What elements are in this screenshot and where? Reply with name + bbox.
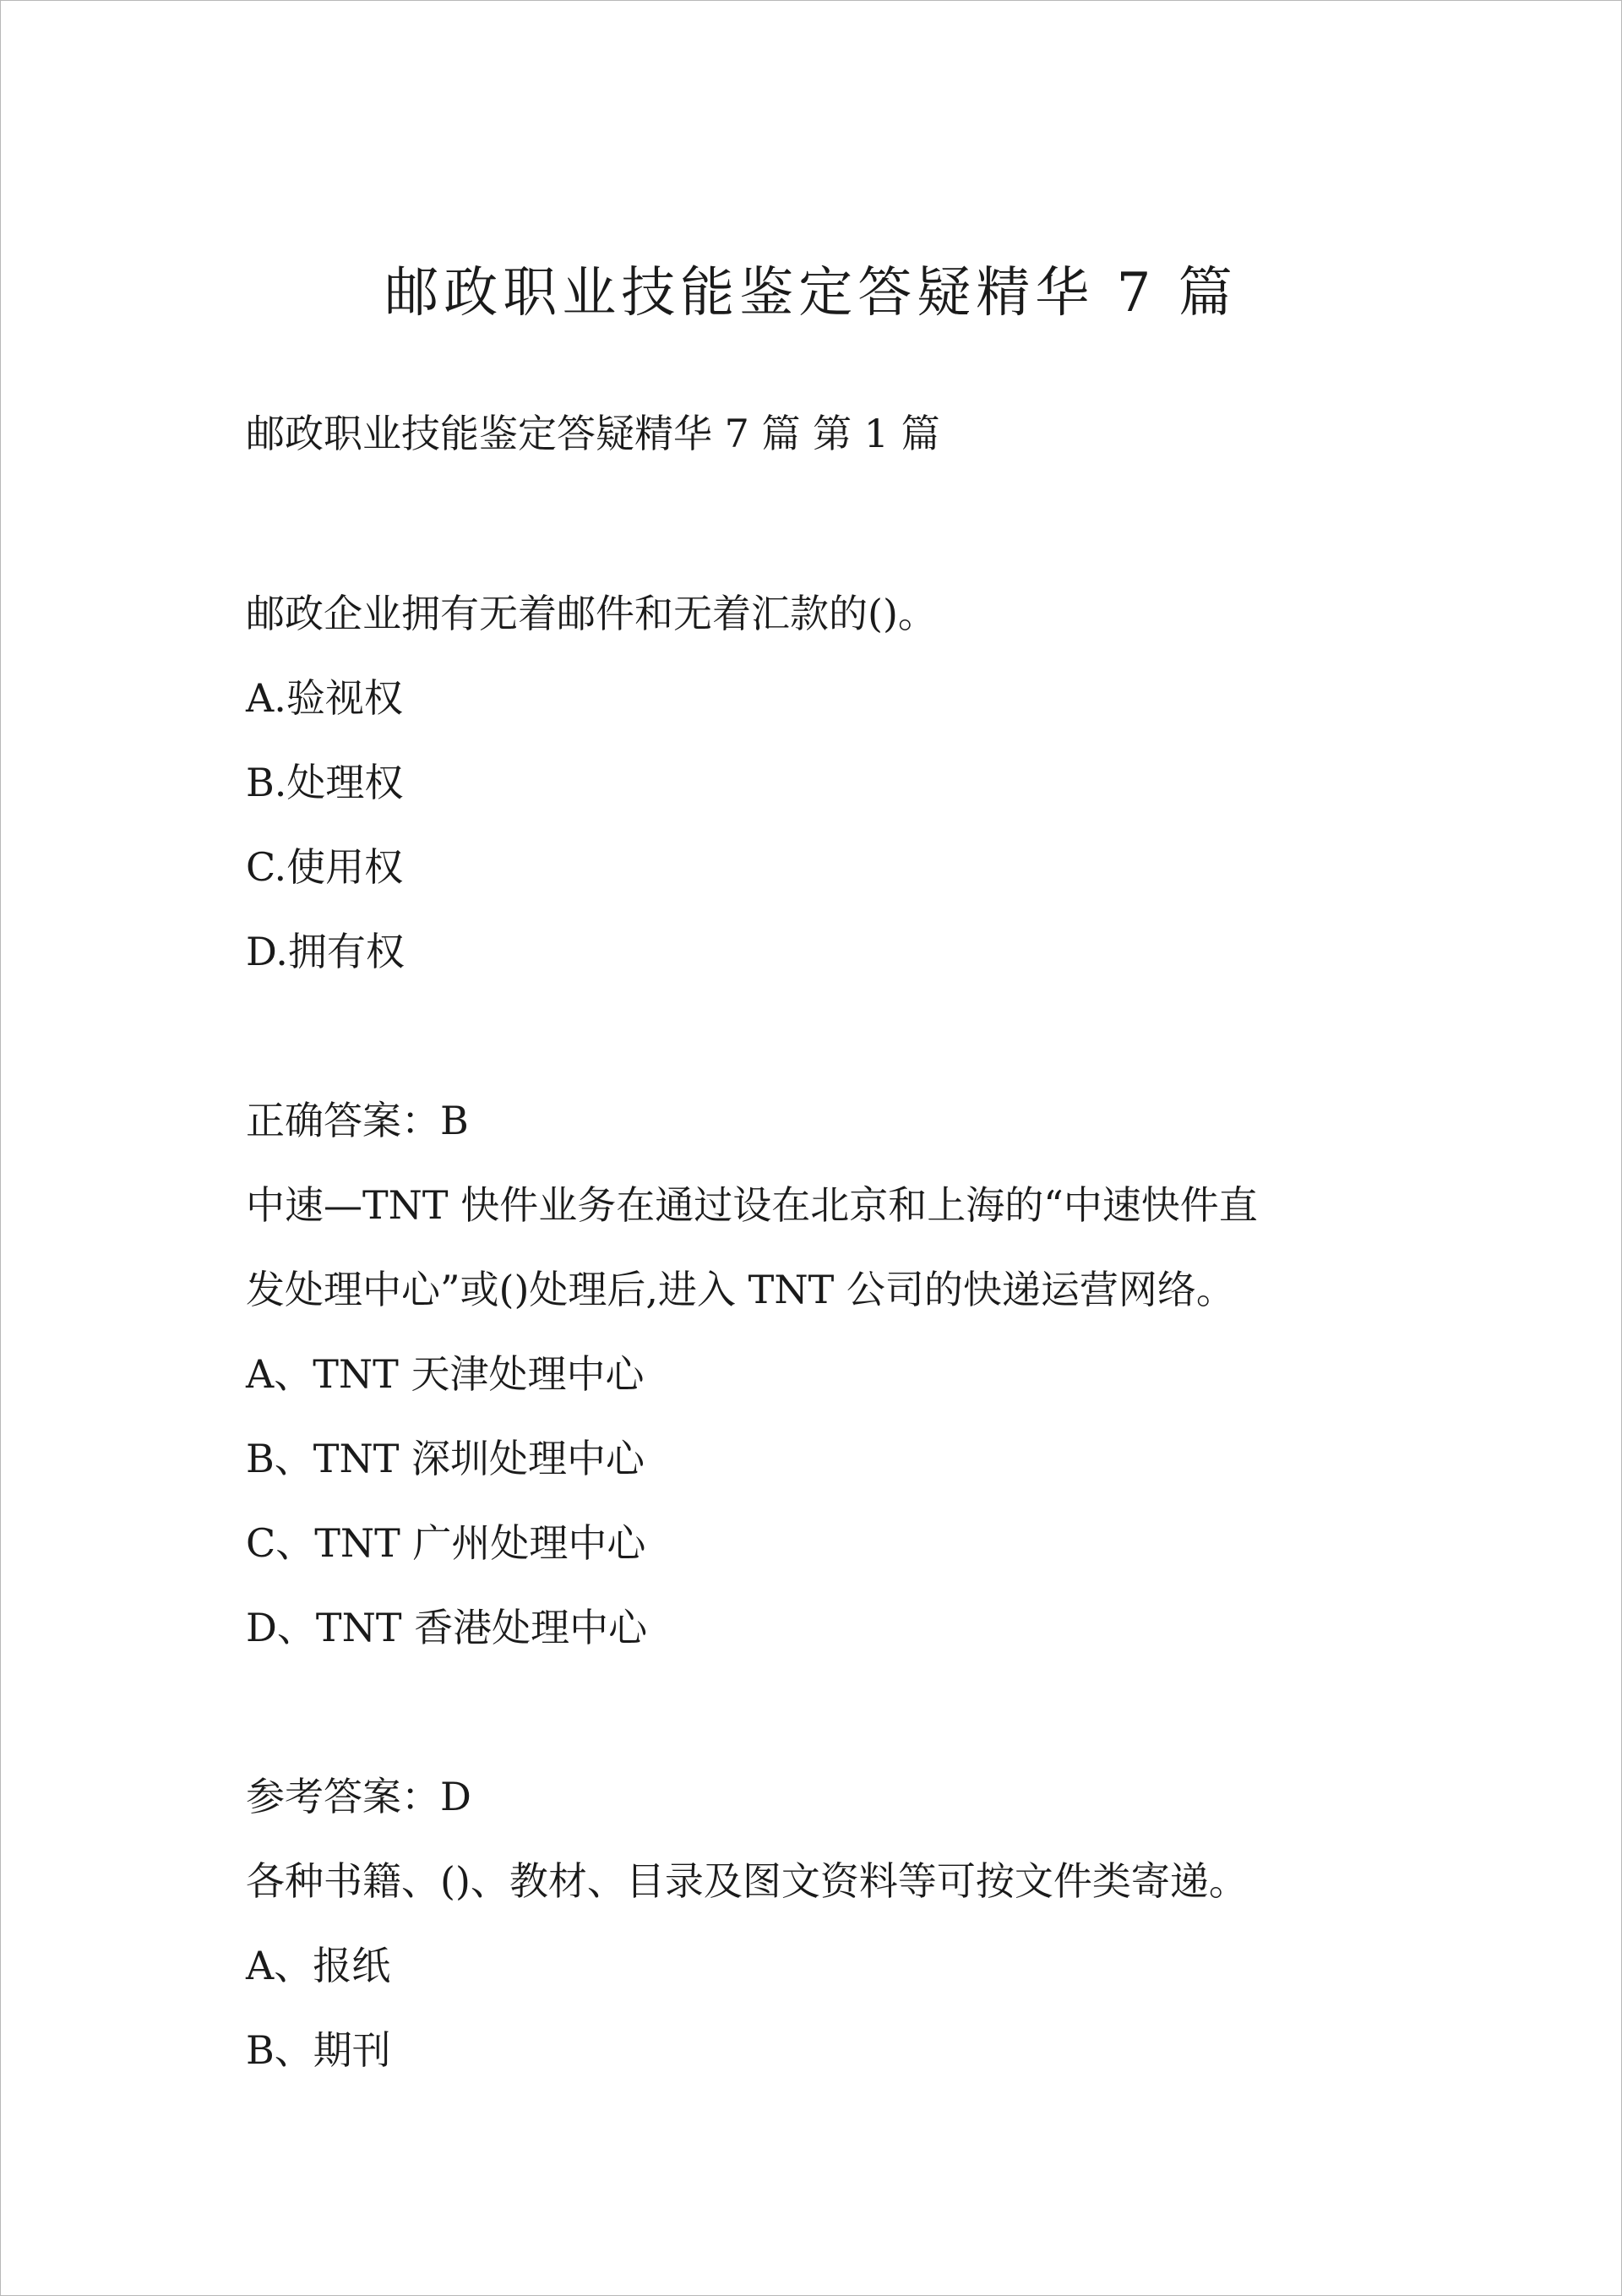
option-b: B、TNT 深圳处理中心 <box>246 1436 645 1481</box>
option-b: B、期刊 <box>246 2027 391 2073</box>
option-a: A.验视权 <box>246 675 403 721</box>
question-block-3 <box>246 1839 1395 2092</box>
document-body <box>246 571 1395 2092</box>
answer-text: 正确答案：B <box>246 1098 469 1143</box>
answer-text: 参考答案：D <box>246 1774 471 1819</box>
option-c: C.使用权 <box>246 844 404 890</box>
question-text-line-2: 发处理中心”或()处理后,进入 TNT 公司的快递运营网络。 <box>246 1267 1235 1312</box>
question-text-line-1: 中速—TNT 快件业务在通过设在北京和上海的“中速快件直 <box>246 1182 1258 1228</box>
question-block-2 <box>246 1163 1395 1839</box>
document-subtitle: 邮政职业技能鉴定答疑精华 7 篇 第 1 篇 <box>246 411 940 456</box>
question-block-1 <box>246 571 1395 1163</box>
option-a: A、报纸 <box>246 1943 391 1988</box>
option-b: B.处理权 <box>246 760 404 805</box>
document-title: 邮政职业技能鉴定答疑精华 7 篇 <box>384 262 1238 324</box>
option-c: C、TNT 广州处理中心 <box>246 1520 646 1566</box>
option-a: A、TNT 天津处理中心 <box>246 1351 645 1397</box>
option-d: D.拥有权 <box>246 929 405 974</box>
spacer <box>246 1670 1395 1754</box>
option-d: D、TNT 香港处理中心 <box>246 1605 648 1650</box>
question-text: 邮政企业拥有无着邮件和无着汇款的()。 <box>246 591 937 636</box>
question-text: 各种书籍、()、教材、目录及图文资料等可按文件类寄递。 <box>246 1858 1248 1904</box>
spacer <box>246 994 1395 1078</box>
